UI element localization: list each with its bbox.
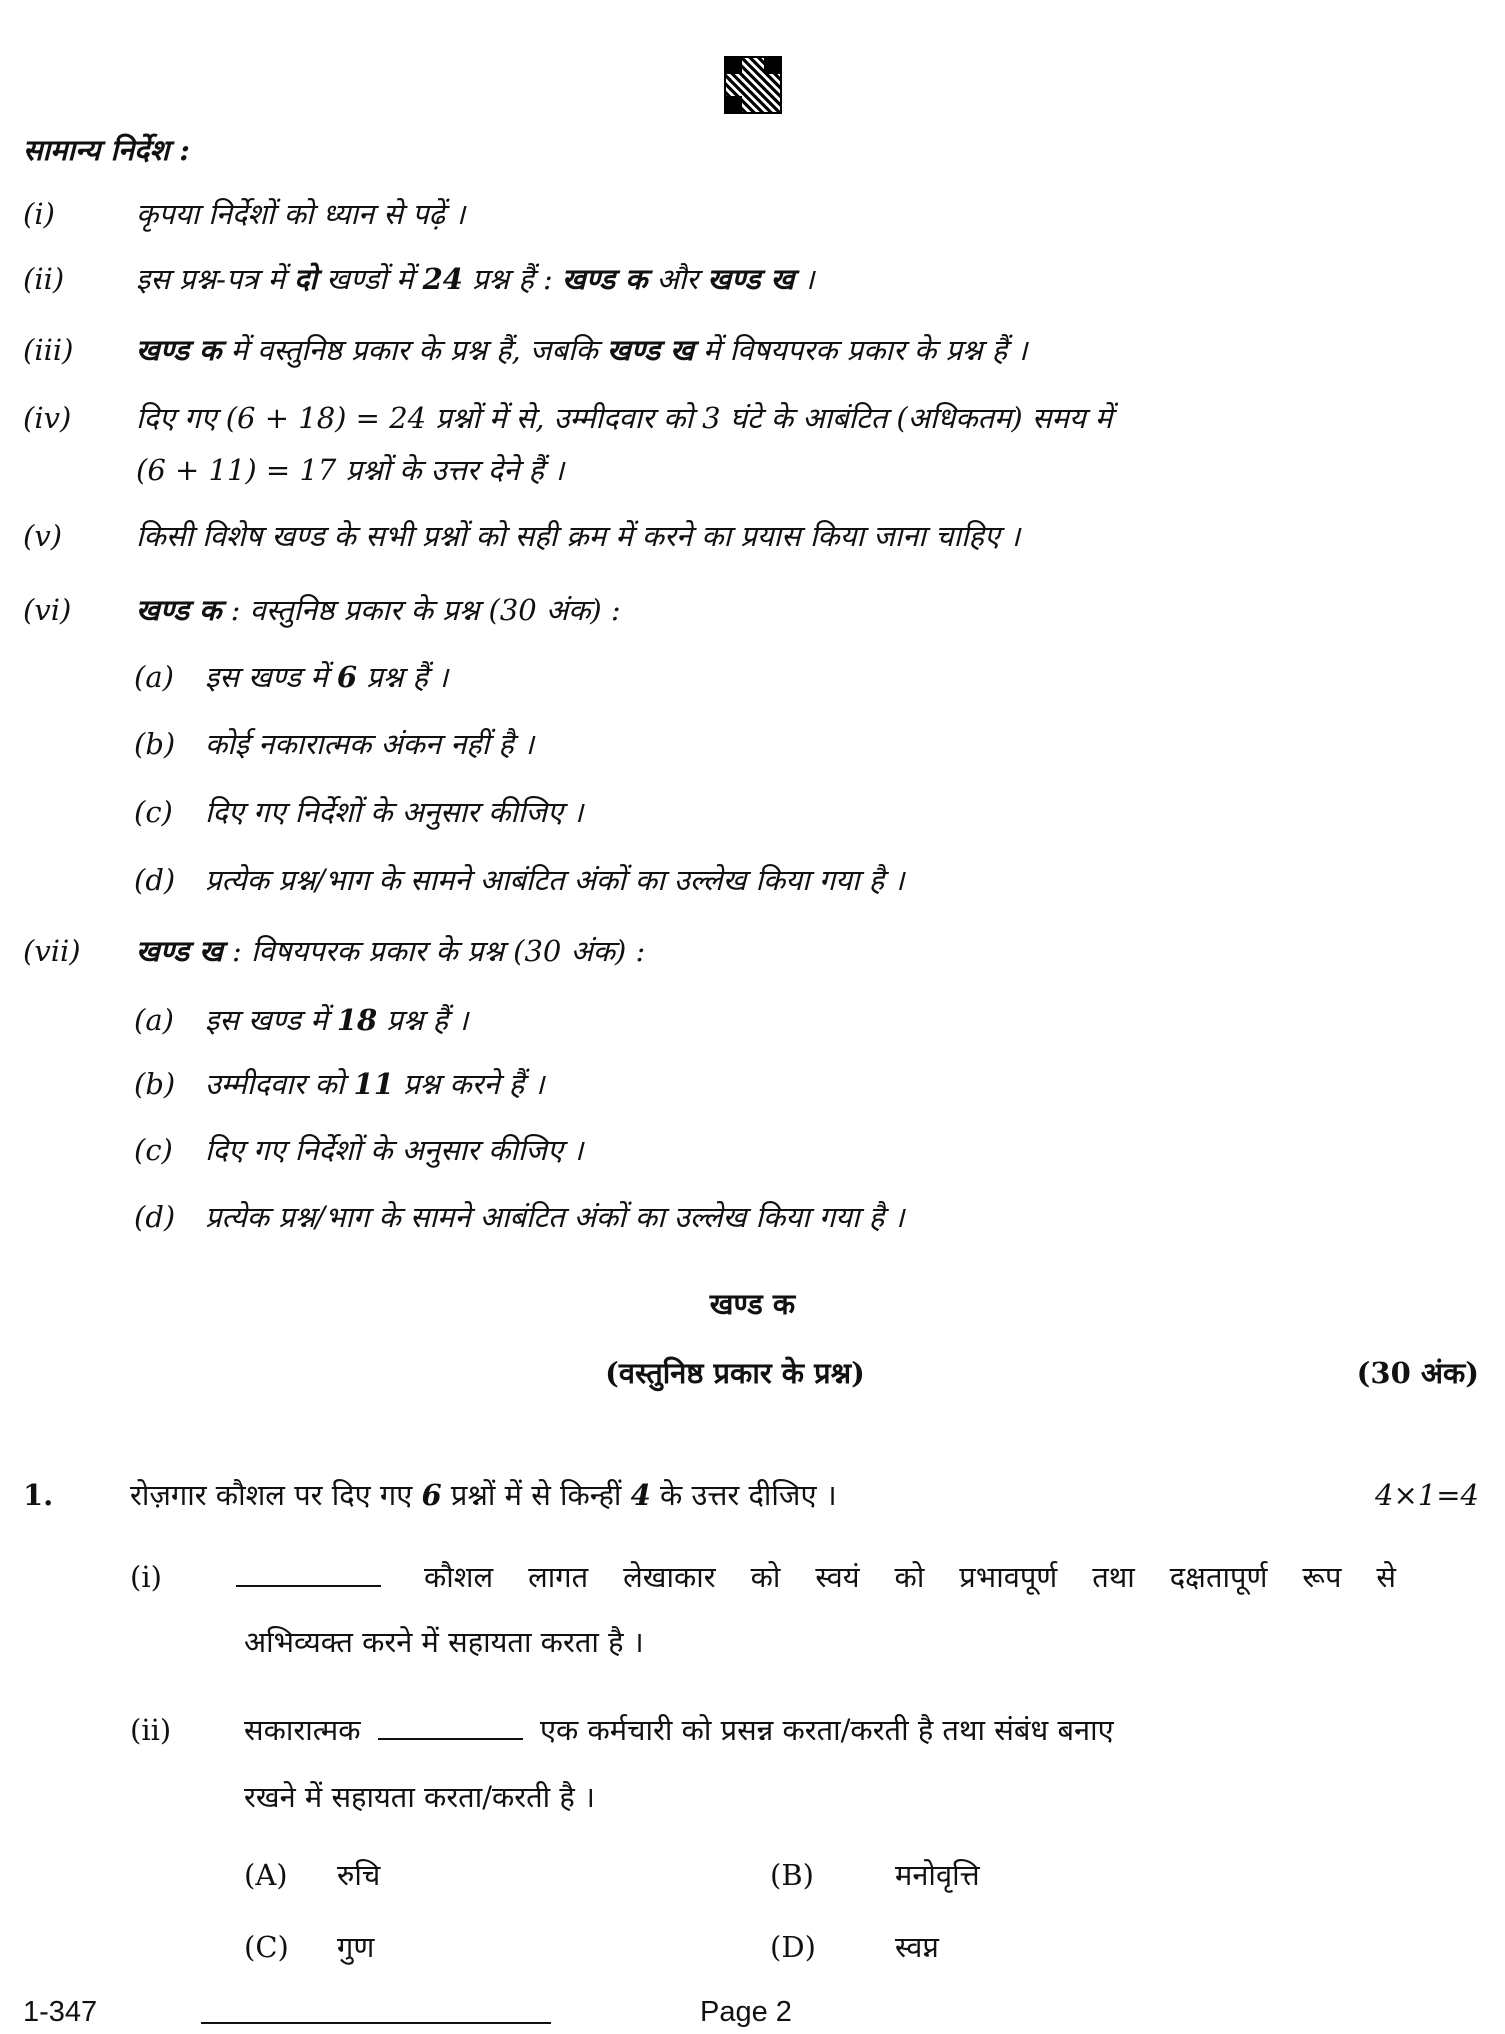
instruction-text (205, 1199, 904, 1235)
part-number: (i) (130, 1560, 162, 1594)
instruction-text (136, 196, 465, 232)
instruction-emphasis: खण्ड ख (136, 934, 223, 968)
q-text: के उत्तर दीजिए । (650, 1478, 837, 1512)
instruction-segment: किसी विशेष खण्ड के सभी प्रश्नों को सही क्रम में करने का प्रयास किया जाना चाहिए । (136, 519, 1021, 553)
instruction-text (205, 794, 583, 830)
instructions-heading: सामान्य निर्देश : (23, 133, 190, 167)
instruction-number: (vi) (23, 593, 72, 627)
paper-code: 1-347 (23, 1996, 98, 2028)
instruction-text (136, 332, 1027, 368)
instruction-number: (a) (134, 660, 174, 694)
part-line: अभिव्यक्त करने में सहायता करता है । (244, 1625, 644, 1659)
instruction-text (136, 592, 621, 628)
instruction-number: (c) (134, 795, 173, 829)
q-text: रोज़गार कौशल पर दिए गए (130, 1478, 422, 1512)
instruction-number: (iii) (23, 333, 74, 367)
instruction-segment: : वस्तुनिष्ठ प्रकार के प्रश्न (30 अंक) : (221, 593, 621, 627)
q-text: प्रश्नों में से किन्हीं (441, 1478, 631, 1512)
instruction-number: (ii) (23, 262, 65, 296)
instruction-segment: : विषयपरक प्रकार के प्रश्न (30 अंक) : (222, 934, 646, 968)
page-number: Page 2 (700, 1996, 792, 2028)
section-title: खण्ड क (709, 1287, 796, 1321)
instruction-segment: खण्डों में (317, 262, 423, 296)
instruction-number: (c) (134, 1133, 173, 1167)
instruction-emphasis: 18 (336, 1003, 378, 1037)
instruction-emphasis: दो (294, 262, 318, 296)
instruction-segment: । (794, 262, 815, 296)
instruction-emphasis: खण्ड ख (607, 333, 694, 367)
question-number: 1. (23, 1478, 54, 1512)
instruction-segment: में विषयपरक प्रकार के प्रश्न हैं । (693, 333, 1028, 367)
option-label: (D) (770, 1930, 816, 1964)
instruction-segment: इस खण्ड में (205, 1003, 337, 1037)
instruction-emphasis: खण्ड ख (707, 262, 795, 296)
instruction-text (136, 933, 645, 969)
instruction-number: (b) (134, 727, 176, 761)
option-label: (A) (244, 1858, 288, 1892)
instruction-segment: और (647, 262, 708, 296)
instruction-number: (a) (134, 1003, 174, 1037)
instruction-segment: प्रश्न हैं : (462, 262, 562, 296)
qr-code (724, 56, 782, 114)
instruction-segment: दिए गए (6 + 18) = 24 प्रश्नों में से, उम्मीदवार को 3 घंटे के आबंटित (अधिकतम) समय में (136, 401, 1113, 435)
instruction-text (136, 452, 564, 488)
q-count: 4 (630, 1478, 651, 1512)
instruction-emphasis: खण्ड क (136, 593, 222, 627)
question-marks: 4×1=4 (1375, 1478, 1479, 1512)
instruction-segment: दिए गए निर्देशों के अनुसार कीजिए । (205, 1133, 584, 1167)
q-count: 6 (421, 1478, 442, 1512)
option-text: स्वप्न (895, 1930, 939, 1964)
instruction-segment: (6 + 11) = 17 प्रश्नों के उत्तर देने हैं । (136, 453, 565, 487)
section-subtitle: (वस्तुनिष्ठ प्रकार के प्रश्न) (605, 1356, 865, 1390)
part-text: कौशल लागत लेखाकार को स्वयं को प्रभावपूर्ण तथा दक्षतापूर्ण रूप से (423, 1560, 1396, 1594)
instruction-segment: उम्मीदवार को (205, 1067, 354, 1101)
option-text: मनोवृत्ति (895, 1858, 980, 1892)
instruction-emphasis: 6 (336, 660, 358, 694)
option-text: गुण (337, 1930, 375, 1964)
instruction-number: (v) (23, 519, 63, 553)
instruction-text (205, 726, 534, 762)
instruction-text (205, 862, 904, 898)
instruction-text (136, 400, 1112, 436)
part-number: (ii) (130, 1713, 172, 1747)
instruction-segment: इस खण्ड में (205, 660, 337, 694)
instruction-number: (b) (134, 1067, 176, 1101)
instruction-text (205, 659, 448, 695)
instruction-text (136, 518, 1020, 554)
part-line: रखने में सहायता करता/करती है । (244, 1780, 595, 1814)
instruction-segment: प्रत्येक प्रश्न/भाग के सामने आबंटित अंकों का उल्लेख किया गया है । (205, 863, 905, 897)
section-marks: (30 अंक) (1356, 1356, 1479, 1390)
instruction-emphasis: खण्ड क (136, 333, 222, 367)
part-text: सकारात्मक (244, 1713, 361, 1747)
question-text (130, 1477, 837, 1513)
instruction-text (136, 261, 814, 297)
instruction-text (205, 1066, 544, 1102)
fill-blank (378, 1716, 523, 1740)
part-line (236, 1559, 1396, 1595)
footer-rule (201, 2022, 551, 2024)
part-line (244, 1712, 1114, 1748)
option-text: रुचि (337, 1858, 381, 1892)
instruction-text (205, 1132, 583, 1168)
instruction-number: (i) (23, 197, 55, 231)
instruction-segment: कोई नकारात्मक अंकन नहीं है । (205, 727, 535, 761)
instruction-segment: प्रश्न करने हैं । (393, 1067, 545, 1101)
instruction-number: (d) (134, 1200, 176, 1234)
option-label: (C) (244, 1930, 289, 1964)
instruction-emphasis: 11 (353, 1067, 394, 1101)
instruction-number: (vii) (23, 934, 81, 968)
instruction-number: (iv) (23, 401, 72, 435)
instruction-segment: प्रत्येक प्रश्न/भाग के सामने आबंटित अंकों का उल्लेख किया गया है । (205, 1200, 905, 1234)
instruction-number: (d) (134, 863, 176, 897)
instruction-segment: इस प्रश्न-पत्र में (136, 262, 295, 296)
instruction-segment: दिए गए निर्देशों के अनुसार कीजिए । (205, 795, 584, 829)
instruction-emphasis: खण्ड क (561, 262, 648, 296)
instruction-segment: में वस्तुनिष्ठ प्रकार के प्रश्न हैं, जबकि (221, 333, 607, 367)
fill-blank (236, 1563, 381, 1587)
instruction-text (205, 1002, 468, 1038)
instruction-segment: कृपया निर्देशों को ध्यान से पढ़ें । (136, 197, 466, 231)
instruction-segment: प्रश्न हैं । (377, 1003, 469, 1037)
option-label: (B) (770, 1858, 814, 1892)
instruction-emphasis: 24 (422, 262, 463, 296)
part-text: एक कर्मचारी को प्रसन्न करता/करती है तथा संबंध बनाए (539, 1713, 1114, 1747)
instruction-segment: प्रश्न हैं । (357, 660, 449, 694)
